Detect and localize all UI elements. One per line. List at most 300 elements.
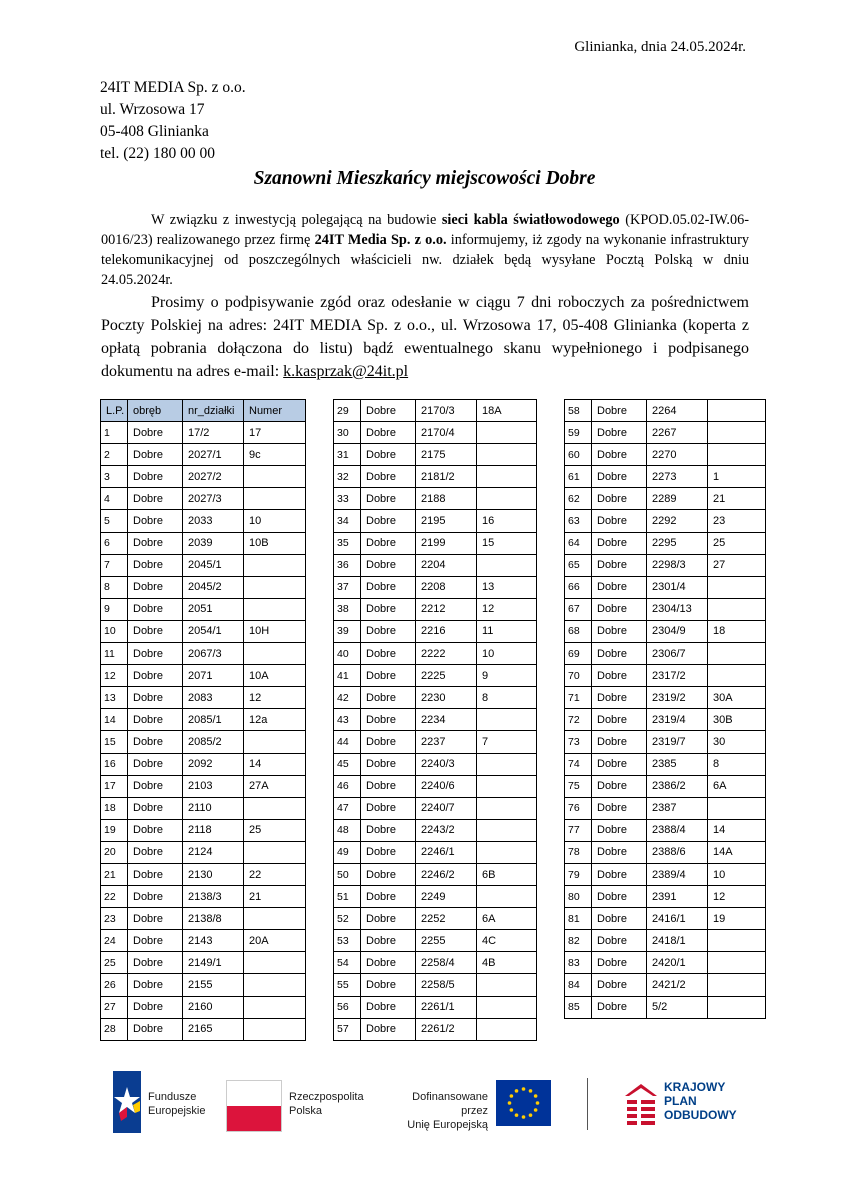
cell-nr-dzialki: 2039 [183, 532, 244, 554]
table-row [334, 400, 537, 422]
cell-obreb: Dobre [592, 444, 647, 466]
cell-obreb: Dobre [128, 709, 183, 731]
cell-numer: 23 [708, 510, 766, 532]
cell-numer: 21 [244, 886, 306, 908]
cell-nr-dzialki: 2388/4 [647, 819, 708, 841]
footer-logos [0, 1068, 849, 1138]
cell-nr-dzialki: 2246/2 [416, 863, 477, 885]
cell-obreb: Dobre [592, 532, 647, 554]
cell-lp: 48 [334, 819, 361, 841]
cell-numer [244, 908, 306, 930]
cell-obreb: Dobre [592, 974, 647, 996]
table-row [101, 797, 306, 819]
paragraph-2: Prosimy o podpisywanie zgód oraz odesłanie w ciągu 7 dni roboczych za pośrednictwem Poczty Polskiej na adres: 24IT MEDIA Sp. z o.o., ul. Wrzosowa 17, 05-408 Glinianka (koperta z opłatą pobrania dołączona do listu) bądź ewentualnego skanu wypełnionego i podpisanego dokumentu na adres e-mail: k.kasprzak@24it.pl [101, 294, 749, 380]
cell-obreb: Dobre [361, 863, 416, 885]
cell-obreb: Dobre [128, 952, 183, 974]
table-row [101, 1018, 306, 1040]
cell-obreb: Dobre [361, 731, 416, 753]
eu-star [534, 1094, 538, 1098]
cell-lp: 53 [334, 930, 361, 952]
cell-numer: 6A [477, 908, 537, 930]
cell-numer [477, 841, 537, 863]
table-row [565, 819, 766, 841]
cell-nr-dzialki: 2222 [416, 643, 477, 665]
cell-lp: 51 [334, 886, 361, 908]
table-row [334, 422, 537, 444]
cell-numer: 10B [244, 532, 306, 554]
cell-obreb: Dobre [128, 643, 183, 665]
cell-obreb: Dobre [592, 952, 647, 974]
cell-nr-dzialki: 2027/2 [183, 466, 244, 488]
table-row [565, 930, 766, 952]
cell-lp: 44 [334, 731, 361, 753]
cell-obreb: Dobre [592, 422, 647, 444]
fundusze-europejskie-logo [113, 1071, 141, 1138]
cell-nr-dzialki: 2319/7 [647, 731, 708, 753]
cell-numer [477, 488, 537, 510]
cell-lp: 72 [565, 709, 592, 731]
table-row [334, 841, 537, 863]
table-row [334, 620, 537, 642]
email-link[interactable]: k.kasprzak@24it.pl [283, 363, 409, 380]
cell-numer [477, 886, 537, 908]
cell-obreb: Dobre [592, 510, 647, 532]
cell-numer: 21 [708, 488, 766, 510]
cell-lp: 70 [565, 665, 592, 687]
cell-obreb: Dobre [361, 532, 416, 554]
cell-nr-dzialki: 2045/2 [183, 576, 244, 598]
cell-nr-dzialki: 2418/1 [647, 930, 708, 952]
cell-numer: 12a [244, 709, 306, 731]
cell-nr-dzialki: 2149/1 [183, 952, 244, 974]
cell-nr-dzialki: 2083 [183, 687, 244, 709]
cell-numer [708, 598, 766, 620]
cell-nr-dzialki: 2386/2 [647, 775, 708, 797]
cell-obreb: Dobre [128, 422, 183, 444]
cell-nr-dzialki: 2033 [183, 510, 244, 532]
cell-lp: 20 [101, 841, 128, 863]
cell-nr-dzialki: 2240/6 [416, 775, 477, 797]
cell-obreb: Dobre [592, 797, 647, 819]
table-row [101, 532, 306, 554]
cell-obreb: Dobre [592, 466, 647, 488]
eu-flag [496, 1080, 551, 1131]
table-row [565, 620, 766, 642]
cell-lp: 45 [334, 753, 361, 775]
cell-numer [708, 665, 766, 687]
cell-numer [708, 996, 766, 1018]
cell-lp: 77 [565, 819, 592, 841]
table-row [334, 863, 537, 885]
cell-nr-dzialki: 2143 [183, 930, 244, 952]
table-row [334, 974, 537, 996]
table-row [565, 841, 766, 863]
cell-nr-dzialki: 2155 [183, 974, 244, 996]
cell-numer: 30A [708, 687, 766, 709]
table-row [565, 665, 766, 687]
cell-lp: 76 [565, 797, 592, 819]
cell-nr-dzialki: 2195 [416, 510, 477, 532]
cell-lp: 35 [334, 532, 361, 554]
cell-obreb: Dobre [361, 400, 416, 422]
cell-nr-dzialki: 2421/2 [647, 974, 708, 996]
cell-lp: 27 [101, 996, 128, 1018]
cell-nr-dzialki: 2261/1 [416, 996, 477, 1018]
cell-numer [477, 996, 537, 1018]
cell-nr-dzialki: 2252 [416, 908, 477, 930]
cell-lp: 4 [101, 488, 128, 510]
cell-numer [708, 422, 766, 444]
parcel-table-col-2 [333, 399, 537, 1041]
cell-numer: 27A [244, 775, 306, 797]
cell-nr-dzialki: 2175 [416, 444, 477, 466]
cell-lp: 12 [101, 665, 128, 687]
cell-nr-dzialki: 2261/2 [416, 1018, 477, 1040]
cell-numer [477, 1018, 537, 1040]
eu-star [515, 1113, 519, 1117]
cell-numer [244, 952, 306, 974]
cell-obreb: Dobre [128, 466, 183, 488]
table-row [565, 554, 766, 576]
cell-nr-dzialki: 2085/2 [183, 731, 244, 753]
cell-lp: 47 [334, 797, 361, 819]
cell-nr-dzialki: 2045/1 [183, 554, 244, 576]
cell-obreb: Dobre [361, 554, 416, 576]
cell-nr-dzialki: 2255 [416, 930, 477, 952]
table-row [101, 952, 306, 974]
cell-lp: 60 [565, 444, 592, 466]
cell-nr-dzialki: 2051 [183, 598, 244, 620]
cell-lp: 40 [334, 643, 361, 665]
cell-numer: 9 [477, 665, 537, 687]
cell-numer [244, 466, 306, 488]
cell-lp: 79 [565, 863, 592, 885]
cell-numer: 4B [477, 952, 537, 974]
cell-nr-dzialki: 2420/1 [647, 952, 708, 974]
cell-obreb: Dobre [361, 996, 416, 1018]
cell-nr-dzialki: 2118 [183, 819, 244, 841]
cell-nr-dzialki: 2258/5 [416, 974, 477, 996]
cell-obreb: Dobre [128, 797, 183, 819]
cell-nr-dzialki: 2208 [416, 576, 477, 598]
cell-lp: 26 [101, 974, 128, 996]
table-row [334, 775, 537, 797]
cell-nr-dzialki: 2389/4 [647, 863, 708, 885]
table-row [334, 665, 537, 687]
cell-lp: 69 [565, 643, 592, 665]
cell-obreb: Dobre [361, 598, 416, 620]
cell-numer [477, 709, 537, 731]
table-row [334, 510, 537, 532]
table-row [565, 444, 766, 466]
address-line: 05-408 Glinianka [100, 123, 209, 140]
cell-lp: 58 [565, 400, 592, 422]
cell-nr-dzialki: 2319/4 [647, 709, 708, 731]
cell-nr-dzialki: 2240/7 [416, 797, 477, 819]
cell-obreb: Dobre [592, 863, 647, 885]
cell-lp: 63 [565, 510, 592, 532]
page-title: Szanowni Mieszkańcy miejscowości Dobre [253, 168, 596, 189]
cell-nr-dzialki: 2124 [183, 841, 244, 863]
cell-nr-dzialki: 2103 [183, 775, 244, 797]
cell-lp: 75 [565, 775, 592, 797]
cell-obreb: Dobre [128, 598, 183, 620]
table-row [334, 444, 537, 466]
eu-star [510, 1108, 514, 1112]
cell-numer: 12 [244, 687, 306, 709]
cell-obreb: Dobre [592, 731, 647, 753]
table-row [334, 598, 537, 620]
cell-nr-dzialki: 2230 [416, 687, 477, 709]
cell-obreb: Dobre [592, 709, 647, 731]
paragraph-1: W związku z inwestycją polegającą na budowie sieci kabla światłowodowego (KPOD.05.02-IW.06-0016/23) realizowanego przez firmę 24IT Media Sp. z o.o. informujemy, iż zgody na wykonanie infrastruktury telekomunikacyjnej od poszczególnych właścicieli nw. działek będą wysyłane Pocztą Polską w dniu 24.05.2024r. [101, 212, 750, 288]
table-row [101, 510, 306, 532]
cell-obreb: Dobre [592, 554, 647, 576]
cell-numer [708, 444, 766, 466]
cell-numer: 12 [708, 886, 766, 908]
cell-numer: 13 [477, 576, 537, 598]
cell-obreb: Dobre [361, 930, 416, 952]
cell-nr-dzialki: 2385 [647, 753, 708, 775]
cell-lp: 81 [565, 908, 592, 930]
cell-nr-dzialki: 2216 [416, 620, 477, 642]
table-row [101, 974, 306, 996]
cell-nr-dzialki: 2027/1 [183, 444, 244, 466]
cell-lp: 78 [565, 841, 592, 863]
cell-nr-dzialki: 2165 [183, 1018, 244, 1040]
cell-numer [477, 775, 537, 797]
cell-lp: 7 [101, 554, 128, 576]
eu-star [529, 1113, 533, 1117]
cell-nr-dzialki: 2391 [647, 886, 708, 908]
cell-obreb: Dobre [592, 665, 647, 687]
cell-nr-dzialki: 2387 [647, 797, 708, 819]
table-row [334, 731, 537, 753]
cell-nr-dzialki: 2071 [183, 665, 244, 687]
cell-lp: 19 [101, 819, 128, 841]
table-row [101, 886, 306, 908]
cell-numer: 30 [708, 731, 766, 753]
cell-nr-dzialki: 2110 [183, 797, 244, 819]
cell-nr-dzialki: 2234 [416, 709, 477, 731]
table-row [565, 753, 766, 775]
table-row [565, 488, 766, 510]
cell-nr-dzialki: 2264 [647, 400, 708, 422]
cell-lp: 32 [334, 466, 361, 488]
table-row [334, 908, 537, 930]
cell-obreb: Dobre [361, 841, 416, 863]
cell-nr-dzialki: 2258/4 [416, 952, 477, 974]
cell-nr-dzialki: 2240/3 [416, 753, 477, 775]
cell-nr-dzialki: 2138/8 [183, 908, 244, 930]
cell-obreb: Dobre [128, 753, 183, 775]
cell-lp: 71 [565, 687, 592, 709]
cell-nr-dzialki: 2295 [647, 532, 708, 554]
rp-label: Rzeczpospolita Polska [289, 1091, 364, 1117]
cell-numer [244, 598, 306, 620]
table-row [101, 466, 306, 488]
cell-nr-dzialki: 2204 [416, 554, 477, 576]
cell-obreb: Dobre [592, 598, 647, 620]
cell-nr-dzialki: 2246/1 [416, 841, 477, 863]
cell-obreb: Dobre [128, 775, 183, 797]
cell-lp: 34 [334, 510, 361, 532]
cell-obreb: Dobre [128, 863, 183, 885]
cell-obreb: Dobre [128, 665, 183, 687]
cell-obreb: Dobre [361, 466, 416, 488]
cell-nr-dzialki: 2319/2 [647, 687, 708, 709]
cell-obreb: Dobre [361, 665, 416, 687]
cell-numer [244, 731, 306, 753]
table-row [101, 488, 306, 510]
table-row [101, 930, 306, 952]
cell-numer: 6A [708, 775, 766, 797]
eu-star [515, 1089, 519, 1093]
cell-numer: 25 [708, 532, 766, 554]
table-row [334, 687, 537, 709]
cell-nr-dzialki: 2054/1 [183, 620, 244, 642]
cell-obreb: Dobre [592, 620, 647, 642]
cell-lp: 13 [101, 687, 128, 709]
table-row [334, 576, 537, 598]
eu-star [522, 1087, 526, 1091]
table-row [565, 908, 766, 930]
cell-lp: 55 [334, 974, 361, 996]
cell-obreb: Dobre [128, 444, 183, 466]
cell-obreb: Dobre [361, 775, 416, 797]
cell-lp: 50 [334, 863, 361, 885]
cell-nr-dzialki: 2301/4 [647, 576, 708, 598]
date-line: Glinianka, dnia 24.05.2024r. [574, 39, 746, 55]
cell-obreb: Dobre [128, 510, 183, 532]
table-row [334, 1018, 537, 1040]
cell-numer: 27 [708, 554, 766, 576]
cell-lp: 11 [101, 643, 128, 665]
cell-nr-dzialki: 2306/7 [647, 643, 708, 665]
cell-lp: 59 [565, 422, 592, 444]
cell-obreb: Dobre [592, 488, 647, 510]
table-row [101, 598, 306, 620]
cell-nr-dzialki: 2092 [183, 753, 244, 775]
cell-numer: 10 [244, 510, 306, 532]
header-nr-dzialki: nr_działki [183, 400, 244, 422]
cell-obreb: Dobre [128, 819, 183, 841]
cell-lp: 31 [334, 444, 361, 466]
parcel-table-col-3 [564, 399, 766, 1019]
table-row [565, 466, 766, 488]
cell-lp: 24 [101, 930, 128, 952]
table-row [101, 996, 306, 1018]
cell-numer [708, 797, 766, 819]
cell-obreb: Dobre [128, 908, 183, 930]
table-row [334, 797, 537, 819]
cell-lp: 46 [334, 775, 361, 797]
ue-label: Dofinansowane przez Unię Europejską [407, 1091, 488, 1131]
cell-numer [477, 554, 537, 576]
cell-nr-dzialki: 2243/2 [416, 819, 477, 841]
cell-obreb: Dobre [128, 731, 183, 753]
cell-numer: 30B [708, 709, 766, 731]
table-row [334, 996, 537, 1018]
table-row [565, 532, 766, 554]
table-row [565, 576, 766, 598]
cell-lp: 74 [565, 753, 592, 775]
table-row [565, 974, 766, 996]
cell-obreb: Dobre [361, 886, 416, 908]
header-numer: Numer [244, 400, 306, 422]
cell-numer: 4C [477, 930, 537, 952]
cell-lp: 56 [334, 996, 361, 1018]
cell-numer [477, 422, 537, 444]
table-row [565, 643, 766, 665]
cell-nr-dzialki: 2027/3 [183, 488, 244, 510]
cell-obreb: Dobre [592, 576, 647, 598]
table-row [101, 775, 306, 797]
address-line: 24IT MEDIA Sp. z o.o. [100, 79, 246, 96]
cell-obreb: Dobre [128, 1018, 183, 1040]
table-row [565, 400, 766, 422]
cell-obreb: Dobre [128, 886, 183, 908]
cell-numer: 14 [708, 819, 766, 841]
cell-obreb: Dobre [128, 687, 183, 709]
cell-lp: 37 [334, 576, 361, 598]
cell-numer: 6B [477, 863, 537, 885]
cell-lp: 23 [101, 908, 128, 930]
cell-nr-dzialki: 2249 [416, 886, 477, 908]
cell-lp: 64 [565, 532, 592, 554]
table-row [101, 444, 306, 466]
cell-nr-dzialki: 2170/4 [416, 422, 477, 444]
cell-numer [708, 576, 766, 598]
cell-numer: 12 [477, 598, 537, 620]
cell-lp: 33 [334, 488, 361, 510]
cell-numer [244, 576, 306, 598]
cell-lp: 28 [101, 1018, 128, 1040]
cell-nr-dzialki: 2416/1 [647, 908, 708, 930]
cell-obreb: Dobre [361, 908, 416, 930]
table-row [565, 422, 766, 444]
cell-nr-dzialki: 2199 [416, 532, 477, 554]
cell-lp: 8 [101, 576, 128, 598]
cell-numer [244, 974, 306, 996]
table-row [334, 952, 537, 974]
cell-numer [708, 400, 766, 422]
cell-lp: 2 [101, 444, 128, 466]
cell-nr-dzialki: 2188 [416, 488, 477, 510]
table-row [101, 643, 306, 665]
cell-lp: 9 [101, 598, 128, 620]
cell-lp: 65 [565, 554, 592, 576]
kpo-label: KRAJOWY PLAN ODBUDOWY [664, 1080, 737, 1122]
table-row [101, 620, 306, 642]
cell-lp: 62 [565, 488, 592, 510]
cell-obreb: Dobre [361, 974, 416, 996]
cell-nr-dzialki: 2085/1 [183, 709, 244, 731]
table-row [334, 709, 537, 731]
table-row [101, 841, 306, 863]
cell-numer: 8 [477, 687, 537, 709]
cell-lp: 21 [101, 863, 128, 885]
cell-obreb: Dobre [128, 930, 183, 952]
cell-lp: 17 [101, 775, 128, 797]
cell-lp: 52 [334, 908, 361, 930]
fe-label: Fundusze Europejskie [148, 1091, 206, 1117]
cell-numer [244, 488, 306, 510]
cell-obreb: Dobre [592, 930, 647, 952]
eu-star [534, 1108, 538, 1112]
cell-lp: 57 [334, 1018, 361, 1040]
cell-obreb: Dobre [361, 576, 416, 598]
